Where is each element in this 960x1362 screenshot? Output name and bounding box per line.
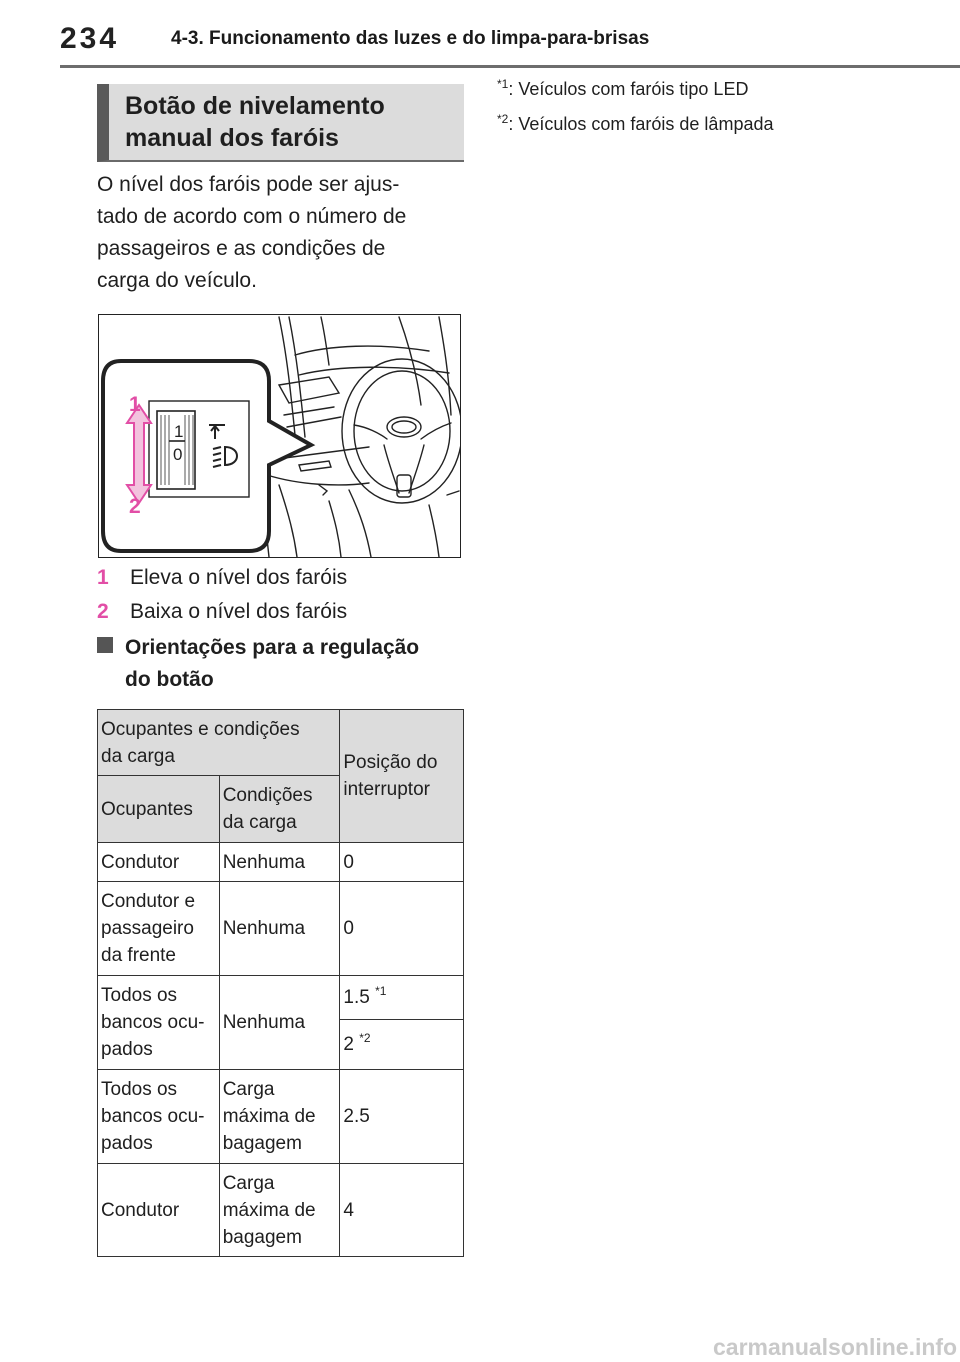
footnote-1-mark: *1 (497, 77, 509, 91)
cell-occupants-line: Todos os (101, 1079, 178, 1100)
header-conditions-line-1: Condições (222, 785, 313, 806)
footnote-1 (497, 79, 748, 100)
position-value: 2 (343, 1034, 354, 1055)
cell-load: Nenhuma (219, 882, 340, 976)
step-2-text: Baixa o nível dos faróis (130, 600, 348, 623)
footnote-1-text: : Veículos com faróis tipo LED (508, 79, 749, 99)
section-title (125, 90, 385, 154)
dashboard-drawing (99, 315, 461, 558)
site-watermark: carmanualsonline.info (713, 1334, 958, 1360)
chapter-title: 4-3. Funcionamento das luzes e do limpa-para-brisas (171, 28, 650, 49)
page-number: 234 (60, 22, 120, 55)
footnote-2-mark: *2 (497, 112, 509, 126)
header-divider (60, 65, 960, 68)
cell-load: Nenhuma (219, 976, 340, 1070)
header-group-line-2: da carga (101, 745, 175, 767)
cell-position: 4 (340, 1164, 464, 1257)
dial-label-top: 1 (174, 422, 184, 441)
step-2 (97, 600, 347, 624)
table-row (98, 976, 464, 1020)
cell-load-line: Carga (222, 1079, 275, 1100)
header-conditions-line-2: da carga (222, 812, 297, 833)
footnote-ref: *1 (375, 984, 387, 998)
cell-load-line: máxima de (222, 1199, 316, 1221)
cell-occupants: Condutor (98, 1164, 220, 1257)
intro-paragraph (97, 169, 457, 297)
position-value: 1.5 (343, 987, 370, 1008)
cell-occupants-line: Condutor e (101, 891, 196, 912)
intro-line-4: carga do veículo. (97, 269, 257, 292)
header-switch-position (340, 710, 464, 843)
cell-occupants (98, 1070, 220, 1164)
header-occupants-load (98, 710, 340, 776)
cell-load (219, 1164, 340, 1257)
steering-wheel-outline (342, 359, 461, 503)
table-row (98, 1070, 464, 1164)
cell-occupants-line: pados (101, 1039, 153, 1060)
header-occupants: Ocupantes (98, 776, 220, 843)
cell-occupants-line: bancos ocu- (101, 1012, 205, 1033)
guidelines-heading-line-2: do botão (125, 668, 214, 691)
guidelines-heading (97, 632, 467, 696)
cell-occupants (98, 976, 220, 1070)
headlight-leveling-illustration (98, 314, 461, 558)
step-1-text: Eleva o nível dos faróis (130, 566, 348, 589)
callout-number-1: 1 (129, 393, 141, 416)
guidelines-heading-line-1: Orientações para a regulação (125, 636, 420, 659)
header-load-conditions (219, 776, 340, 843)
footnote-2-text: : Veículos com faróis de lâmpada (508, 114, 774, 134)
cell-load: Nenhuma (219, 843, 340, 882)
table-row (98, 1164, 464, 1257)
table-header-row (98, 710, 464, 776)
footnote-2 (497, 114, 773, 135)
table-row (98, 882, 464, 976)
step-1-number: 1 (97, 566, 109, 589)
intro-line-3: passageiros e as condições de (97, 237, 386, 260)
cell-load-line: Carga (222, 1172, 275, 1194)
dial-label-bottom: 0 (173, 445, 183, 464)
section-title-line-1: Botão de nivelamento (125, 92, 385, 120)
section-title-line-2: manual dos faróis (125, 124, 339, 152)
cell-occupants (98, 882, 220, 976)
cell-position: 0 (340, 882, 464, 976)
cell-occupants-line: passageiro (101, 918, 194, 939)
cell-load-line: bagagem (222, 1133, 302, 1154)
cell-position: 2.5 (340, 1070, 464, 1164)
section-title-box (97, 84, 464, 162)
leveling-guidelines-table (97, 709, 464, 1257)
step-2-number: 2 (97, 600, 109, 623)
cell-occupants: Condutor (98, 843, 220, 882)
cell-occupants-line: Todos os (101, 985, 178, 1006)
footnote-ref: *2 (359, 1031, 371, 1045)
step-1 (97, 566, 347, 590)
cell-position (340, 976, 464, 1020)
cell-load-line: bagagem (222, 1226, 302, 1248)
cell-load (219, 1070, 340, 1164)
intro-line-2: tado de acordo com o número de (97, 205, 407, 228)
cell-occupants-line: bancos ocu- (101, 1106, 205, 1127)
cell-load-line: máxima de (222, 1106, 316, 1127)
cell-position: 0 (340, 843, 464, 882)
cell-position (340, 1020, 464, 1070)
intro-line-1: O nível dos faróis pode ser ajus- (97, 173, 400, 196)
header-position-line-2: interruptor (343, 779, 430, 800)
cell-occupants-line: pados (101, 1133, 153, 1154)
bullet-square-icon (97, 637, 113, 653)
cell-occupants-line: da frente (101, 945, 176, 966)
header-position-line-1: Posição do (343, 752, 438, 773)
table-row (98, 843, 464, 882)
header-group-line-1: Ocupantes e condições (101, 718, 300, 740)
callout-number-2: 2 (129, 495, 141, 518)
